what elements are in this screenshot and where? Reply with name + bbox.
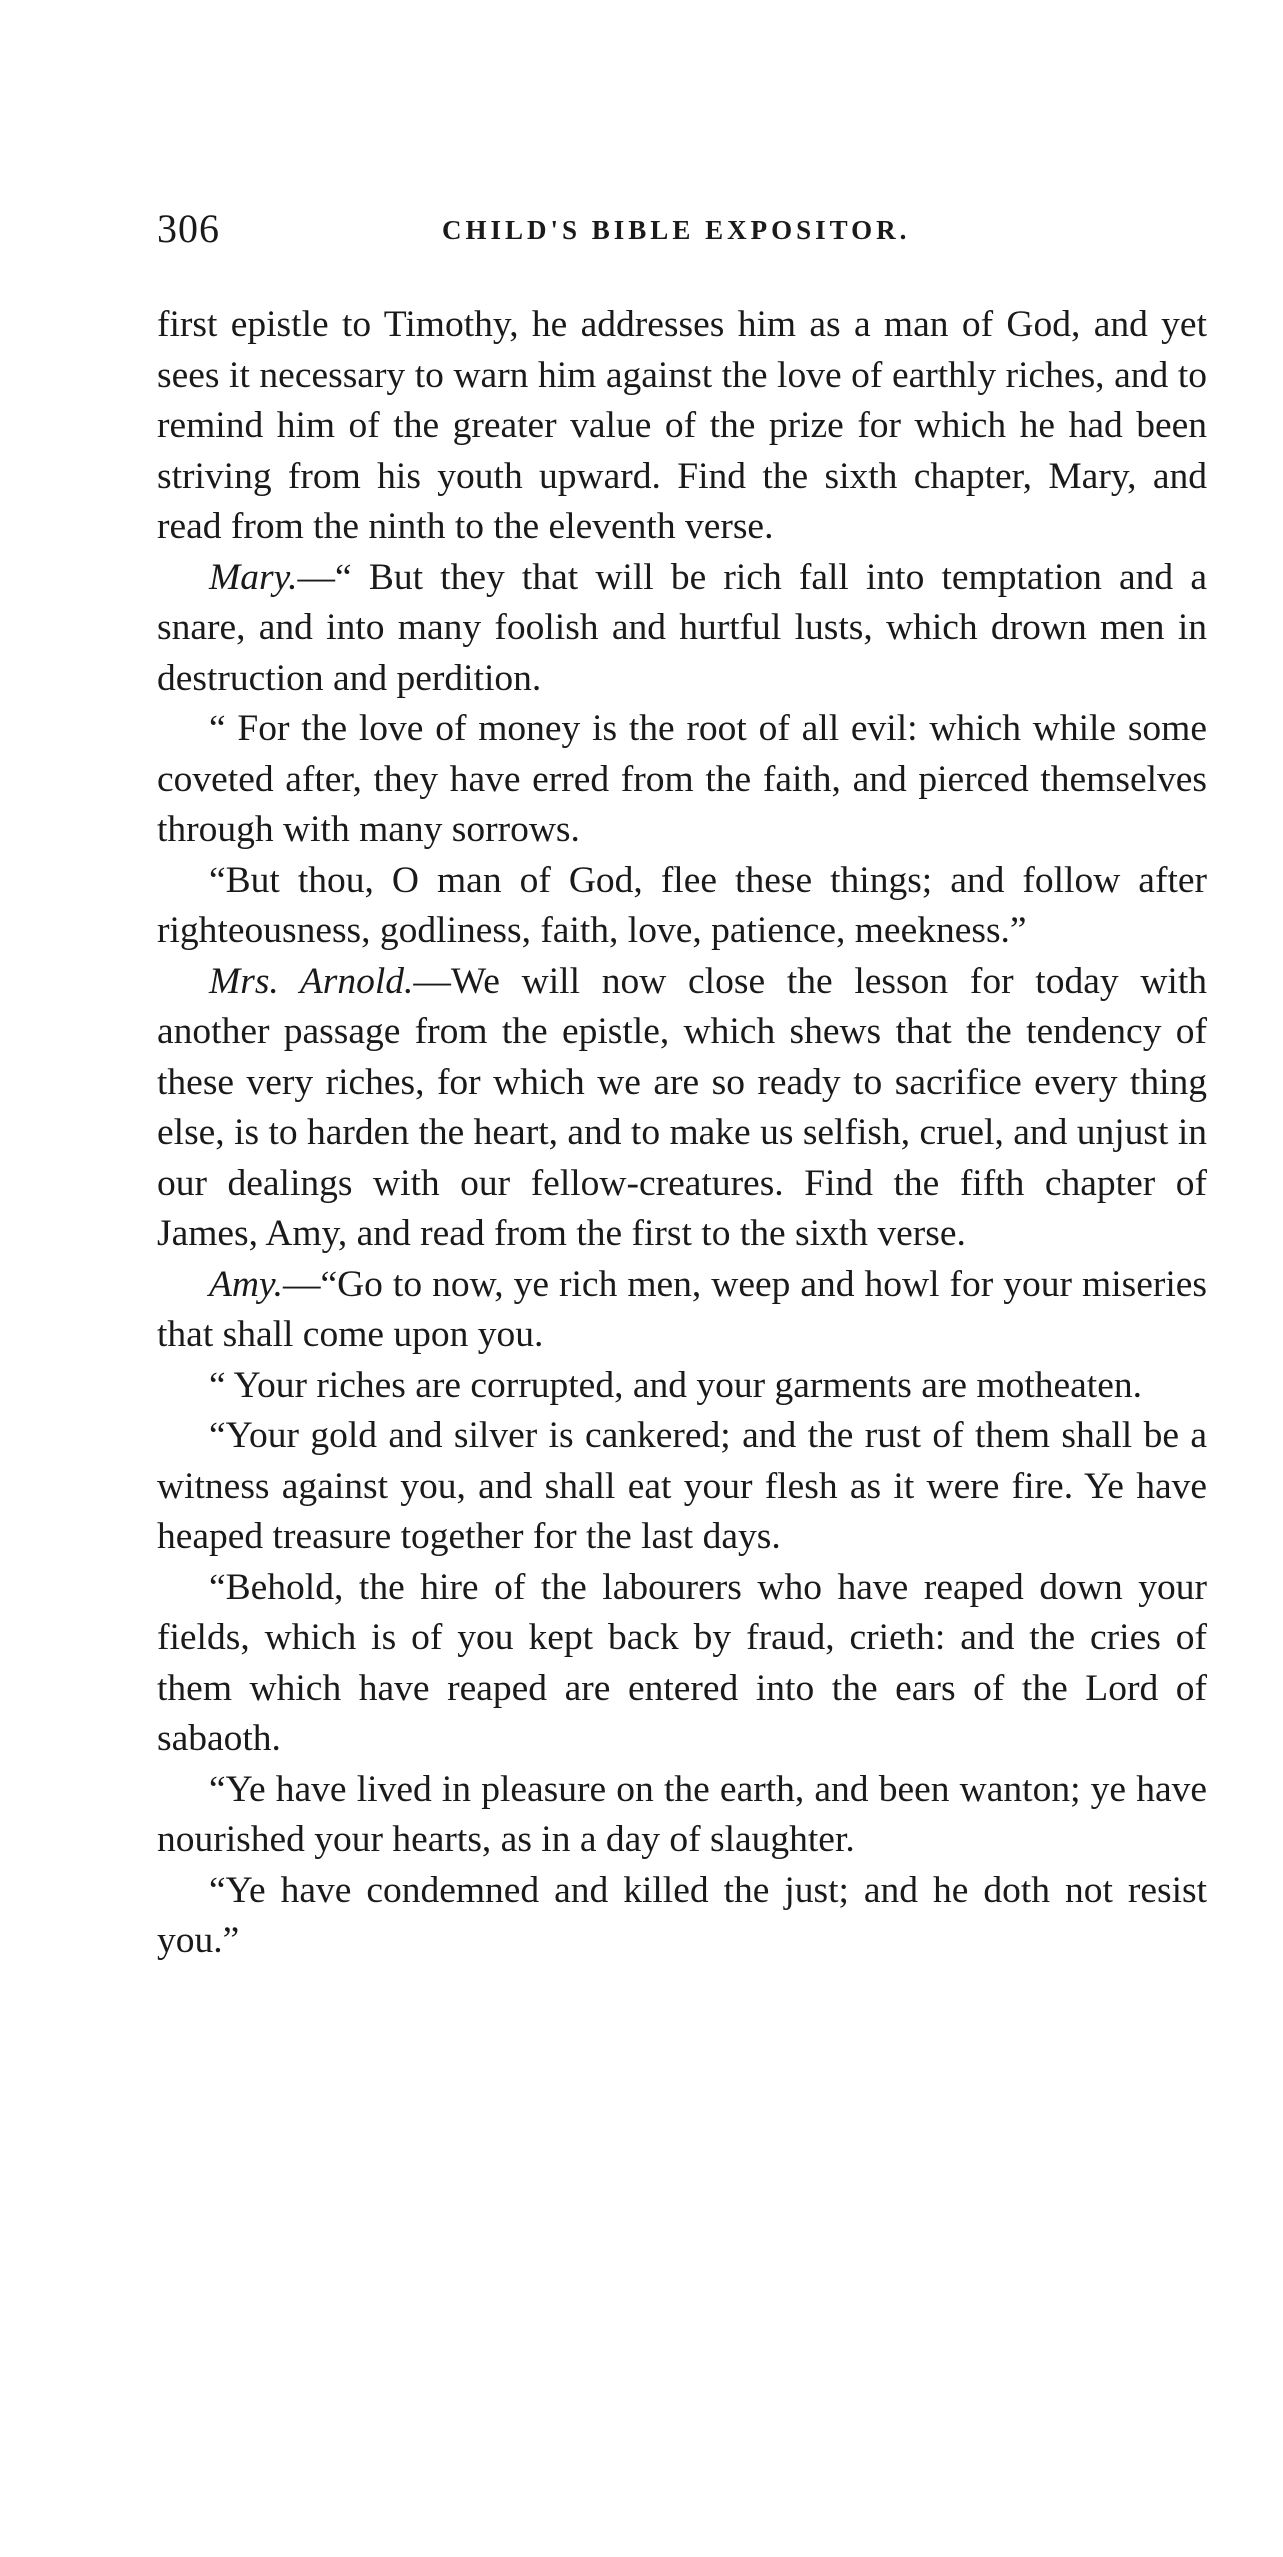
paragraph [157, 1361, 1207, 1412]
paragraph-text: —“ But they that will be rich fall into temptation and a snare, and into many foolish and hurtful lusts, which drown men in destruction and perdition. [157, 556, 1207, 699]
paragraph [157, 957, 1207, 1260]
paragraph-text: “But thou, O man of God, flee these things; and follow after righteousness, godliness, faith, love, patience, meekness.” [157, 859, 1207, 951]
paragraph [157, 300, 1207, 553]
paragraph [157, 1563, 1207, 1765]
paragraph [157, 1765, 1207, 1866]
paragraph-text: “Ye have lived in pleasure on the earth, and been wanton; ye have nourished your hearts, as in a day of slaughter. [157, 1768, 1207, 1860]
paragraph-text: “ For the love of money is the root of all evil: which while some coveted after, they have erred from the faith, and pierced themselves through with many sorrows. [157, 708, 1207, 850]
speaker-name: Mary. [209, 556, 298, 598]
paragraph [157, 1411, 1207, 1563]
paragraph [157, 1260, 1207, 1361]
paragraph-text: first epistle to Timothy, he addresses him as a man of God, and yet sees it necessary to warn him against the love of earthly riches, and to remind him of the greater value of the prize for which he had been striving from his youth upward. Find the sixth chapter, Mary, and read from the ninth to the eleventh verse. [157, 304, 1207, 547]
paragraph-text: “ Your riches are corrupted, and your garments are motheaten. [209, 1364, 1142, 1406]
paragraph-text: “Your gold and silver is cankered; and the rust of them shall be a witness against you, and shall eat your flesh as it were fire. Ye have heaped treasure together for the last days. [157, 1415, 1207, 1557]
paragraph-text: —“Go to now, ye rich men, weep and howl for your miseries that shall come upon you. [157, 1263, 1207, 1355]
speaker-name: Mrs. Arnold. [209, 960, 414, 1002]
paragraph [157, 704, 1207, 856]
paragraph-text: —We will now close the lesson for today with another passage from the epistle, which shews that the tendency of these very riches, for which we are so ready to sacrifice every thing else, is to harden the heart, and to make us selfish, cruel, and unjust in our dealings with our fellow-creatures. Find the fifth chapter of James, Amy, and read from the first to the sixth verse. [157, 960, 1208, 1254]
speaker-name: Amy. [209, 1263, 283, 1305]
running-head [157, 205, 1207, 265]
paragraph [157, 856, 1207, 957]
body-text [157, 300, 1207, 1967]
paragraph [157, 553, 1207, 705]
paragraph [157, 1866, 1207, 1967]
paragraph-text: “Behold, the hire of the labourers who have reaped down your fields, which is of you kept back by fraud, crieth: and the cries of them which have reaped are entered into the ears of the Lord of sabaoth. [157, 1566, 1207, 1759]
running-title: CHILD'S BIBLE EXPOSITOR. [442, 215, 911, 245]
page-number: 306 [157, 206, 220, 251]
paragraph-text: “Ye have condemned and killed the just; and he doth not resist you.” [157, 1869, 1207, 1961]
